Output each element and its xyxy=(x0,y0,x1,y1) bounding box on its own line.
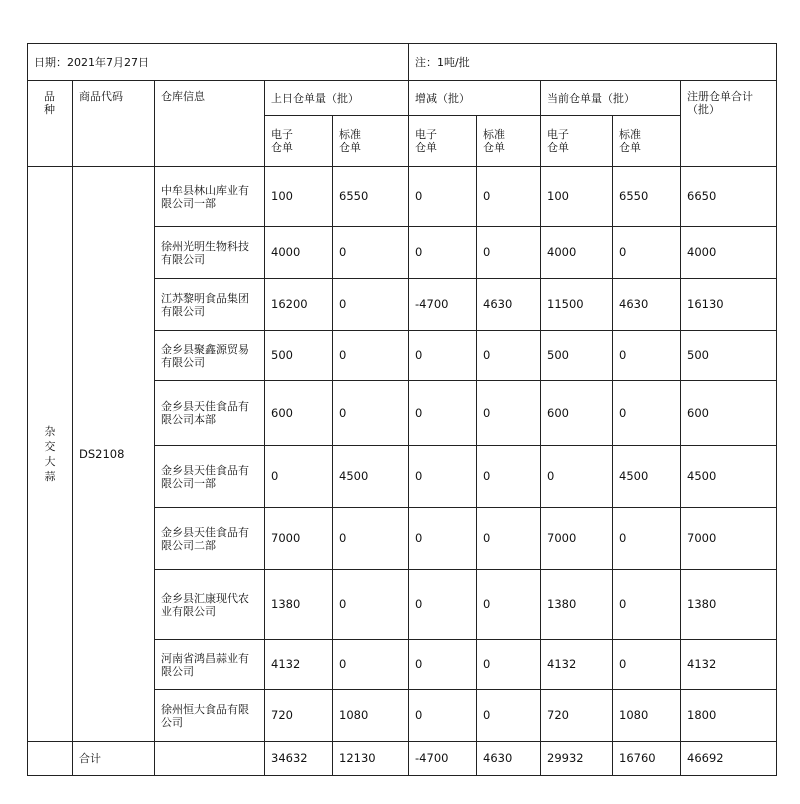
totals-chg-s: 4630 xyxy=(477,742,541,776)
cell-cur-s: 4630 xyxy=(613,279,681,331)
prev-electronic-header: 电子仓单 xyxy=(265,116,333,167)
cell-chg-s: 0 xyxy=(477,227,541,279)
code-cell: DS2108 xyxy=(73,167,155,742)
cell-chg-s: 0 xyxy=(477,640,541,690)
code-header: 商品代码 xyxy=(73,81,155,167)
cell-total: 4500 xyxy=(681,446,777,508)
warehouse-cell: 河南省鸿昌蒜业有限公司 xyxy=(155,640,265,690)
header-row-1 xyxy=(28,81,777,116)
cell-chg-e: 0 xyxy=(409,331,477,381)
cell-prev-e: 0 xyxy=(265,446,333,508)
cell-prev-s: 0 xyxy=(333,640,409,690)
cell-cur-s: 0 xyxy=(613,381,681,446)
cell-cur-e: 7000 xyxy=(541,508,613,570)
totals-blank-cell xyxy=(28,742,73,776)
totals-chg-e: -4700 xyxy=(409,742,477,776)
cell-chg-e: 0 xyxy=(409,508,477,570)
cell-prev-s: 4500 xyxy=(333,446,409,508)
cell-prev-e: 7000 xyxy=(265,508,333,570)
cell-prev-e: 16200 xyxy=(265,279,333,331)
cell-cur-e: 600 xyxy=(541,381,613,446)
cell-cur-e: 4132 xyxy=(541,640,613,690)
warehouse-cell: 江苏黎明食品集团有限公司 xyxy=(155,279,265,331)
cell-chg-s: 0 xyxy=(477,570,541,640)
totals-prev-s: 12130 xyxy=(333,742,409,776)
warehouse-cell: 金乡县聚鑫源贸易有限公司 xyxy=(155,331,265,381)
cell-cur-s: 6550 xyxy=(613,167,681,227)
totals-warehouse-cell xyxy=(155,742,265,776)
cell-prev-e: 4000 xyxy=(265,227,333,279)
cell-cur-e: 500 xyxy=(541,331,613,381)
warehouse-header: 仓库信息 xyxy=(155,81,265,167)
totals-cur-e: 29932 xyxy=(541,742,613,776)
cell-prev-e: 1380 xyxy=(265,570,333,640)
cell-total: 600 xyxy=(681,381,777,446)
cell-total: 7000 xyxy=(681,508,777,570)
cell-cur-s: 0 xyxy=(613,227,681,279)
cell-prev-s: 0 xyxy=(333,381,409,446)
totals-cur-s: 16760 xyxy=(613,742,681,776)
cell-cur-s: 0 xyxy=(613,640,681,690)
cell-prev-e: 4132 xyxy=(265,640,333,690)
unit-note: 注：1吨/批 xyxy=(409,44,777,81)
cell-cur-e: 720 xyxy=(541,690,613,742)
cell-prev-s: 0 xyxy=(333,570,409,640)
totals-row xyxy=(28,742,777,776)
cell-cur-e: 1380 xyxy=(541,570,613,640)
change-electronic-header: 电子仓单 xyxy=(409,116,477,167)
cell-chg-e: 0 xyxy=(409,570,477,640)
cell-total: 4132 xyxy=(681,640,777,690)
cell-total: 16130 xyxy=(681,279,777,331)
warehouse-cell: 金乡县天佳食品有限公司二部 xyxy=(155,508,265,570)
variety-header: 品种 xyxy=(28,81,73,167)
cell-chg-e: 0 xyxy=(409,640,477,690)
cell-prev-s: 0 xyxy=(333,331,409,381)
cell-chg-s: 0 xyxy=(477,167,541,227)
cell-prev-s: 0 xyxy=(333,508,409,570)
cell-prev-e: 100 xyxy=(265,167,333,227)
date-text: 日期：2021年7月27日 xyxy=(28,44,409,81)
cell-chg-s: 0 xyxy=(477,381,541,446)
cell-cur-s: 4500 xyxy=(613,446,681,508)
cell-total: 500 xyxy=(681,331,777,381)
cell-prev-s: 0 xyxy=(333,227,409,279)
cell-cur-s: 0 xyxy=(613,331,681,381)
warehouse-receipt-table xyxy=(27,43,777,776)
cell-cur-s: 0 xyxy=(613,508,681,570)
cell-cur-s: 0 xyxy=(613,570,681,640)
cell-total: 6650 xyxy=(681,167,777,227)
cell-total: 1800 xyxy=(681,690,777,742)
cell-prev-s: 6550 xyxy=(333,167,409,227)
cell-chg-s: 0 xyxy=(477,690,541,742)
cell-total: 1380 xyxy=(681,570,777,640)
cell-chg-s: 0 xyxy=(477,508,541,570)
cell-cur-e: 0 xyxy=(541,446,613,508)
cell-chg-e: 0 xyxy=(409,690,477,742)
cell-chg-e: -4700 xyxy=(409,279,477,331)
cell-cur-e: 4000 xyxy=(541,227,613,279)
current-group-header: 当前仓单量（批） xyxy=(541,81,681,116)
change-group-header: 增减（批） xyxy=(409,81,541,116)
current-electronic-header: 电子仓单 xyxy=(541,116,613,167)
change-standard-header: 标准仓单 xyxy=(477,116,541,167)
variety-cell: 杂交大蒜 xyxy=(28,167,73,742)
cell-prev-s: 0 xyxy=(333,279,409,331)
date-row xyxy=(28,44,777,81)
cell-cur-s: 1080 xyxy=(613,690,681,742)
cell-total: 4000 xyxy=(681,227,777,279)
total-header: 注册仓单合计（批） xyxy=(681,81,777,167)
prev-standard-header: 标准仓单 xyxy=(333,116,409,167)
totals-prev-e: 34632 xyxy=(265,742,333,776)
totals-label: 合计 xyxy=(73,742,155,776)
warehouse-cell: 徐州恒大食品有限公司 xyxy=(155,690,265,742)
current-standard-header: 标准仓单 xyxy=(613,116,681,167)
cell-prev-s: 1080 xyxy=(333,690,409,742)
cell-chg-e: 0 xyxy=(409,167,477,227)
prev-group-header: 上日仓单量（批） xyxy=(265,81,409,116)
warehouse-cell: 金乡县天佳食品有限公司一部 xyxy=(155,446,265,508)
cell-chg-s: 0 xyxy=(477,446,541,508)
cell-chg-e: 0 xyxy=(409,381,477,446)
totals-total: 46692 xyxy=(681,742,777,776)
cell-cur-e: 100 xyxy=(541,167,613,227)
warehouse-cell: 金乡县汇康现代农业有限公司 xyxy=(155,570,265,640)
cell-chg-s: 0 xyxy=(477,331,541,381)
cell-chg-s: 4630 xyxy=(477,279,541,331)
warehouse-cell: 金乡县天佳食品有限公司本部 xyxy=(155,381,265,446)
warehouse-receipt-sheet xyxy=(27,43,777,776)
warehouse-cell: 中牟县林山库业有限公司一部 xyxy=(155,167,265,227)
cell-prev-e: 500 xyxy=(265,331,333,381)
cell-prev-e: 720 xyxy=(265,690,333,742)
cell-cur-e: 11500 xyxy=(541,279,613,331)
warehouse-cell: 徐州光明生物科技有限公司 xyxy=(155,227,265,279)
cell-chg-e: 0 xyxy=(409,227,477,279)
table-row xyxy=(28,167,777,227)
cell-chg-e: 0 xyxy=(409,446,477,508)
cell-prev-e: 600 xyxy=(265,381,333,446)
